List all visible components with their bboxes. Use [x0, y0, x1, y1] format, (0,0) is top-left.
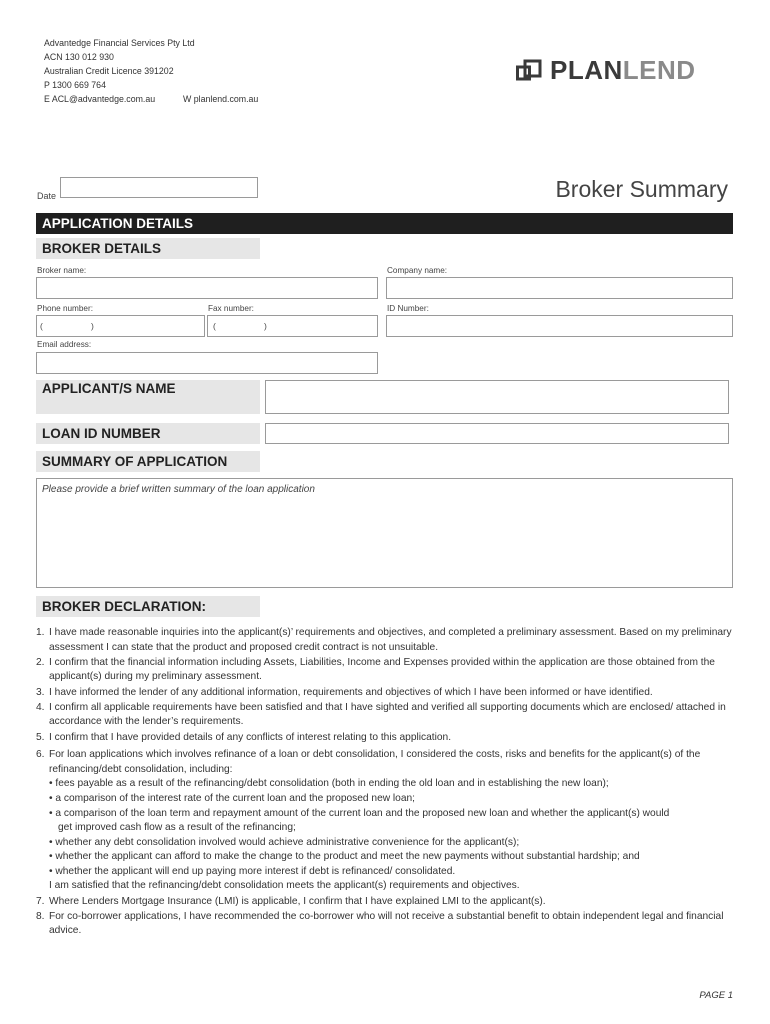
bullet-item: • whether any debt consolidation involved would achieve administrative convenience for the applicant(s); [49, 836, 520, 848]
fax-label: Fax number: [208, 304, 254, 313]
logo-lend: LEND [622, 55, 696, 85]
item-conclusion: I am satisfied that the refinancing/debt consolidation meets the applicant(s) requirements and objectives. [49, 880, 520, 892]
company-name: Advantedge Financial Services Pty Ltd [44, 38, 195, 48]
bullet-item: • a comparison of the loan term and repayment amount of the current loan and the proposed new loan and whether the applicant(s) would [49, 807, 670, 819]
broker-details-header: BROKER DETAILS [36, 238, 260, 259]
declaration-item [36, 910, 736, 939]
bullet-item: • a comparison of the interest rate of the current loan and the proposed new loan; [49, 792, 416, 804]
item-number: 1. [36, 627, 45, 638]
bullet-item-continued: get improved cash flow as a result of the refinancing; [58, 822, 296, 834]
planlend-logo [516, 55, 730, 89]
broker-name-field[interactable] [36, 277, 378, 299]
date-label: Date [37, 191, 57, 201]
company-licence: Australian Credit Licence 391202 [44, 66, 174, 76]
summary-textarea[interactable] [36, 478, 733, 588]
bullet-item: • whether the applicant can afford to make the change to the product and meet the new payments without substantial hardship; and [49, 851, 640, 863]
item-number: 3. [36, 686, 45, 698]
broker-declaration-header: BROKER DECLARATION: [36, 596, 260, 617]
company-name-field[interactable] [386, 277, 733, 299]
phone-label: Phone number: [37, 304, 93, 313]
declaration-item [36, 686, 736, 701]
item-number: 7. [36, 895, 45, 907]
declaration-item [36, 701, 736, 730]
fax-close-paren: ) [264, 321, 267, 331]
company-acn: ACN 130 012 930 [44, 52, 114, 62]
item-number: 5. [36, 731, 45, 743]
declaration-item [36, 748, 736, 894]
item-number: 8. [36, 910, 45, 922]
item-text: I confirm that I have provided details of any conflicts of interest relating to this application. [49, 731, 452, 743]
loan-id-field[interactable] [265, 423, 729, 444]
phone-open-paren: ( [40, 321, 43, 331]
declaration-item [36, 895, 736, 910]
item-number: 4. [36, 701, 45, 713]
item-text: For co-borrower applications, I have recommended the co-borrower who will not receive a substantial benefit to obtain independent legal and financial advice. [49, 910, 724, 937]
bullet-item: • fees payable as a result of the refinancing/debt consolidation (both in ending the old loan and in establishing the new loan); [49, 778, 609, 790]
applicants-name-header: APPLICANT/S NAME [36, 380, 260, 414]
phone-field[interactable] [36, 315, 205, 337]
declaration-item [36, 626, 736, 655]
page-number: PAGE 1 [699, 990, 733, 1001]
item-text: I have made reasonable inquiries into the applicant(s)’ requirements and objectives, and completed a preliminary assessment. Based on my preliminary assessment I can state that the product and proposed credit contract is not unsuitable. [49, 627, 732, 653]
email-label: Email address: [37, 340, 92, 349]
id-number-field[interactable] [386, 315, 733, 337]
item-text: I confirm that the financial information including Assets, Liabilities, Income and Expenses provided within the application are those obtained from the applicant(s) during my preliminary assessment. [49, 656, 715, 683]
item-text: For loan applications which involves refinance of a loan or debt consolidation, I considered the costs, risks and benefits for the applicant(s) of the refinancing/debt consolidation, including: [49, 749, 701, 775]
application-details-header: APPLICATION DETAILS [36, 213, 733, 234]
item-number: 6. [36, 749, 45, 761]
company-name-label: Company name: [387, 266, 448, 275]
logo-wordmark [550, 55, 696, 85]
loan-id-header: LOAN ID NUMBER [36, 423, 260, 444]
summary-header: SUMMARY OF APPLICATION [36, 451, 260, 472]
company-phone: P 1300 669 764 [44, 80, 106, 90]
summary-placeholder: Please provide a brief written summary of the loan application [42, 484, 315, 495]
bullet-item: • whether the applicant will end up paying more interest if debt is refinanced/ consolidated. [49, 865, 456, 877]
logo-icon [516, 59, 550, 85]
company-web: W planlend.com.au [183, 94, 259, 104]
declaration-list [36, 626, 736, 940]
item-number: 2. [36, 656, 45, 668]
declaration-item [36, 656, 736, 685]
broker-name-label: Broker name: [37, 266, 87, 275]
item-text: I confirm all applicable requirements have been satisfied and that I have sighted and verified all supporting documents which are enclosed/ attached in accordance with the lender’s requirements. [49, 701, 726, 728]
logo-plan: PLAN [550, 55, 623, 85]
email-field[interactable] [36, 352, 378, 374]
applicants-name-field[interactable] [265, 380, 729, 414]
fax-field[interactable] [207, 315, 378, 337]
page-title: Broker Summary [555, 176, 728, 202]
fax-open-paren: ( [213, 321, 216, 331]
id-number-label: ID Number: [387, 304, 429, 313]
item-text: I have informed the lender of any additional information, requirements and objectives of which I have been informed or have identified. [49, 686, 653, 698]
date-field[interactable] [60, 177, 258, 198]
item-text: Where Lenders Mortgage Insurance (LMI) is applicable, I confirm that I have explained LMI to the applicant(s). [49, 895, 546, 907]
company-email: E ACL@advantedge.com.au [44, 94, 156, 104]
declaration-item [36, 731, 736, 746]
phone-close-paren: ) [91, 321, 94, 331]
